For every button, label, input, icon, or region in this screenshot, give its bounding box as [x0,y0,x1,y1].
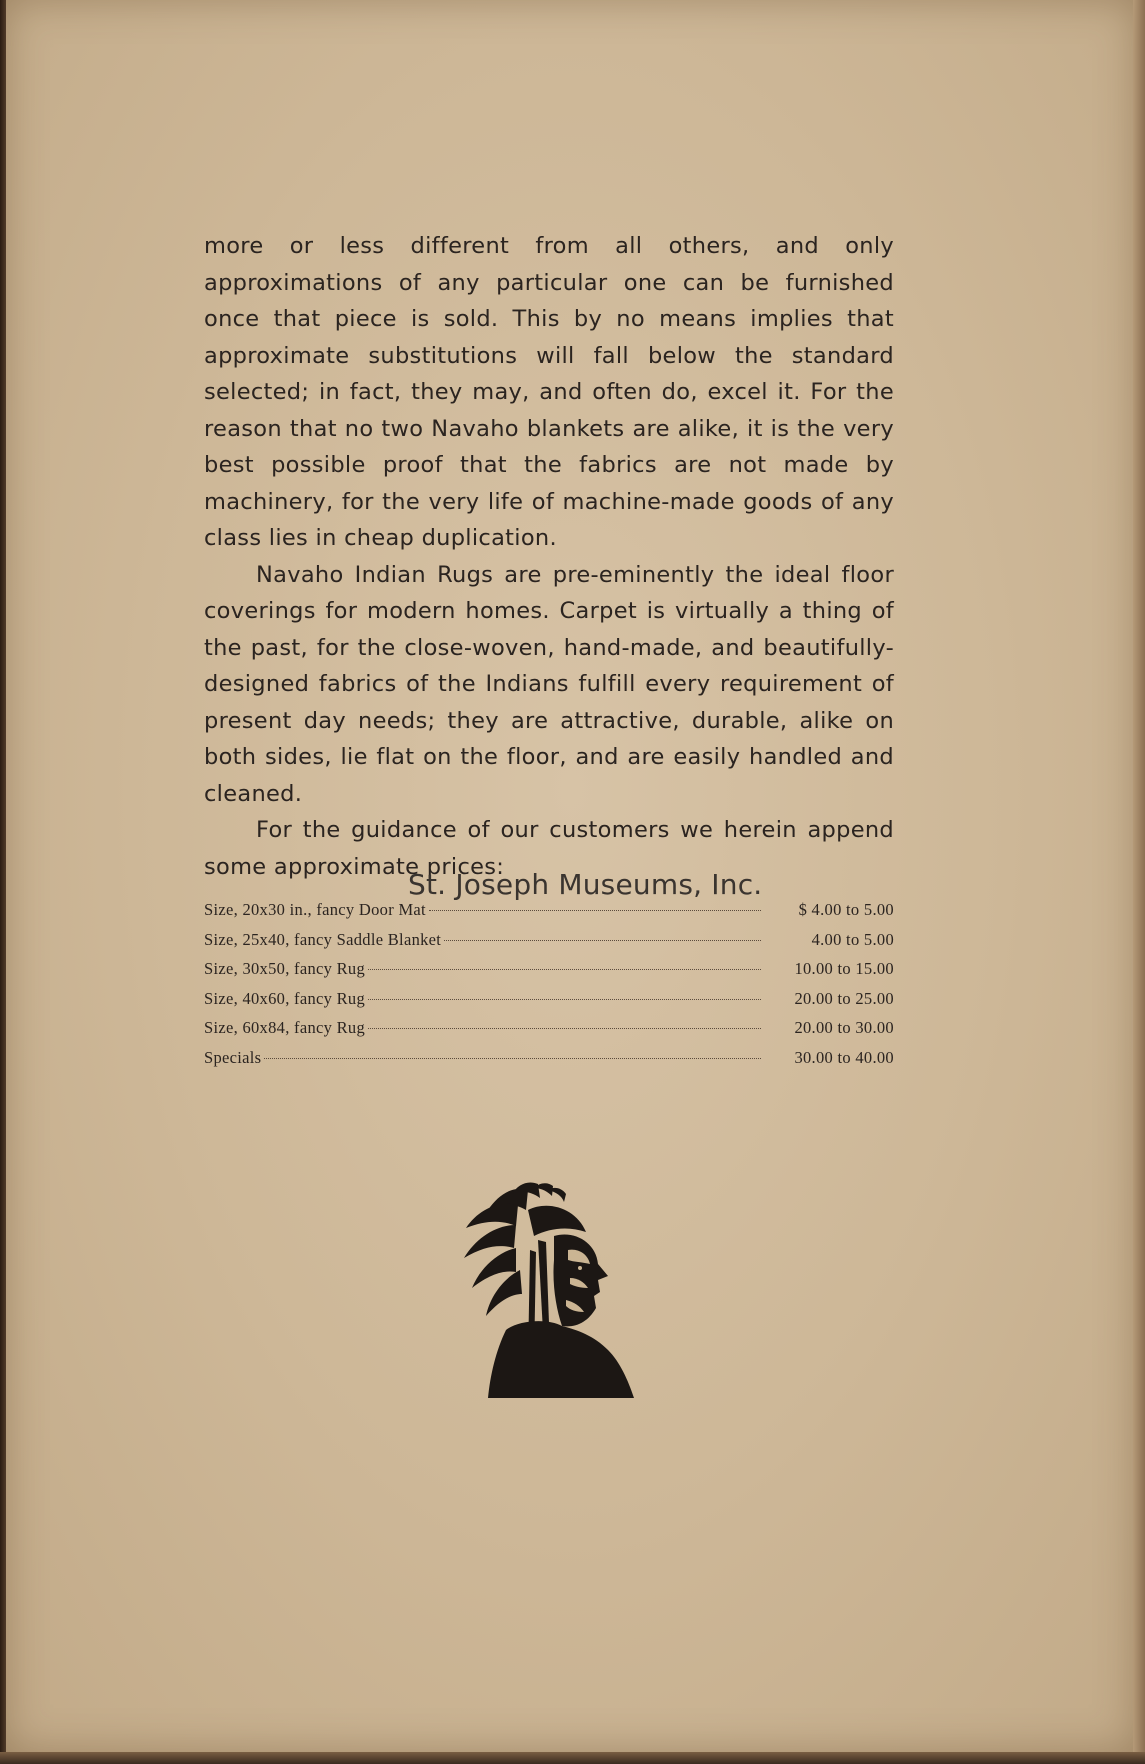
paragraph-2: Navaho Indian Rugs are pre-eminently the ideal floor coverings for modern homes. Carpet is virtually a thing of the past, for the close-woven, hand-made, and beautifully-designed fabrics of the Indians fulfill every requirement of present day needs; they are attractive, durable, alike on both sides, lie flat on the floor, and are easily handled and cleaned. [204,561,894,807]
dot-leader [264,1058,761,1059]
document-page [6,0,1136,1752]
price-row [204,900,894,930]
watermark: St. Joseph Museums, Inc. [408,868,763,901]
page-edge-right [1133,0,1145,1764]
dot-leader [368,969,761,970]
price-row [204,1018,894,1048]
price-list [204,900,894,1077]
dot-leader [368,999,761,1000]
price-row [204,1048,894,1078]
dot-leader [429,910,761,911]
price-amount: 20.00 to 30.00 [794,1018,894,1037]
price-amount: $ 4.00 to 5.00 [798,900,894,919]
page-edge-bottom [0,1752,1145,1764]
price-item: Size, 30x50, fancy Rug [204,959,366,978]
paragraph-3: For the guidance of our customers we herein append some approximate prices: [204,817,894,880]
price-row [204,989,894,1019]
price-amount: 20.00 to 25.00 [794,988,894,1008]
dot-leader [444,940,761,941]
price-item: Size, 20x30 in., fancy Door Mat [204,900,426,919]
price-item: Size, 60x84, fancy Rug [204,1018,366,1037]
price-amount: 4.00 to 5.00 [811,929,894,949]
price-item: Size, 25x40, fancy Saddle Blanket [204,929,442,949]
price-item: Specials [204,1047,262,1067]
price-amount: 10.00 to 15.00 [794,959,894,978]
body-text [204,228,894,885]
paragraph-1: more or less different from all others, and only approximations of any particular one can be furnished once that piece is sold. This by no means implies that approximate substitutions will fall below the standard selected; in fact, they may, and often do, excel it. For the reason that no two Navaho blankets are alike, it is the very best possible proof that the fabrics are not made by machinery, for the very life of machine-made goods of any class lies in cheap duplication. [204,233,894,551]
price-amount: 30.00 to 40.00 [794,1047,894,1067]
price-row [204,930,894,960]
dot-leader [368,1028,761,1029]
price-item: Size, 40x60, fancy Rug [204,988,366,1008]
price-row [204,959,894,989]
indian-chief-headdress-icon [458,1180,636,1400]
